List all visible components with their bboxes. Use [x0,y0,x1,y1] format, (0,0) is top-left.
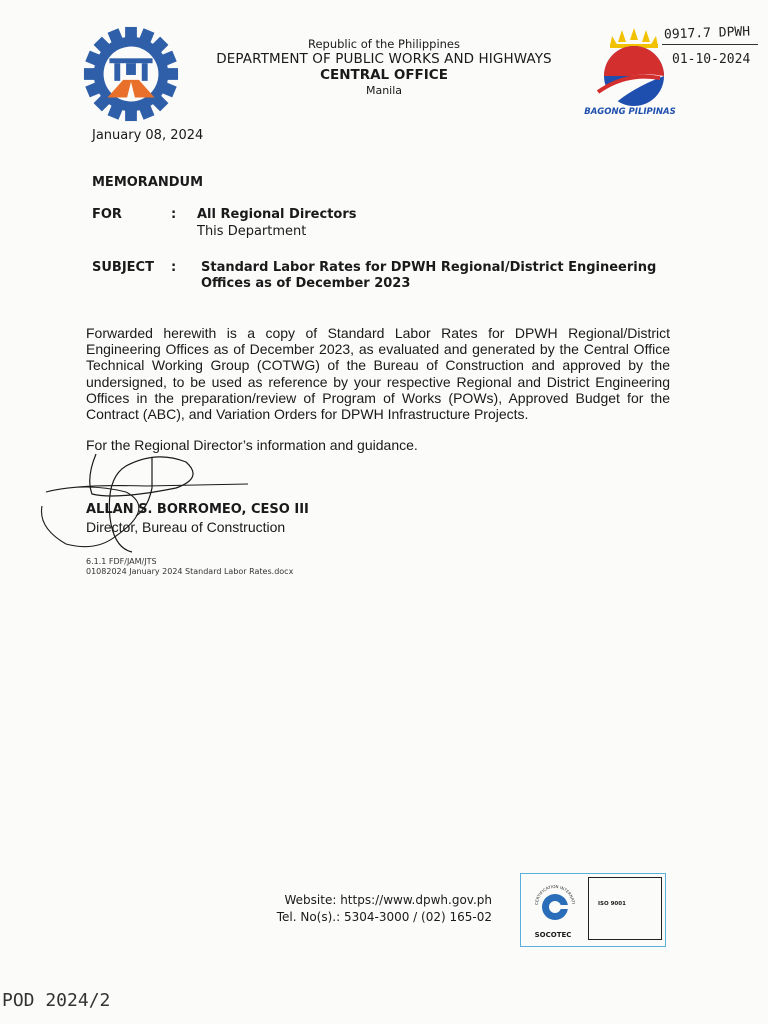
department-name: DEPARTMENT OF PUBLIC WORKS AND HIGHWAYS [216,51,552,67]
republic-line: Republic of the Philippines [307,37,461,51]
socotec-logo-icon [530,877,580,929]
certification-ring-textpath: CERTIFICATION INTERNATI [533,883,576,906]
subject-text: Standard Labor Rates for DPWH Regional/District Engineering Offices as of December 2023 [201,260,657,291]
memo-date: January 08, 2024 [92,128,204,143]
handwritten-footer-note: POD 2024/2 [2,990,111,1011]
iso-box [588,877,662,940]
memo-title: MEMORANDUM [92,175,204,190]
website-line: Website: https://www.dpwh.gov.ph [284,893,492,907]
recipient-department: This Department [197,224,307,239]
bagong-pilipinas-label: BAGONG PILIPINAS [584,107,676,117]
subject-colon: : [171,260,177,275]
recipient: All Regional Directors [197,207,357,222]
iso-label: ISO 9001 [598,901,626,907]
for-colon: : [171,207,177,222]
signatory-title: Director, Bureau of Construction [86,519,286,535]
handwritten-received-date: 01-10-2024 [672,52,751,67]
reference-code: 6.1.1 FDF/JAM/JTS [86,557,157,566]
reference-filename: 01082024 January 2024 Standard Labor Rates.docx [86,567,294,576]
office-name: CENTRAL OFFICE [320,67,448,83]
control-underline [662,44,758,45]
telephone-line: Tel. No(s).: 5304-3000 / (02) 165-02 [276,910,492,924]
memo-closing: For the Regional Director’s information and guidance. [86,437,418,453]
subject-label: SUBJECT [92,260,154,275]
certifier-name: SOCOTEC [534,931,572,939]
memo-body: Forwarded herewith is a copy of Standard Labor Rates for DPWH Regional/District Engineering Offices as of December 2023, as evaluated and generated by the Central Office Technical Working Group (COTWG) of the Bureau of Construction and approved by the undersigned, to be used as reference by your respective Regional and District Engineering Offices in the preparation/review of Program of Works (POWs), Approved Budget for the Contract (ABC), and Variation Orders for DPWH Infrastructure Projects. [86,325,670,423]
signatory-name: ALLAN S. BORROMEO, CESO III [86,502,309,517]
handwritten-control-number: 0917.7 DPWH [663,24,751,43]
city-name: Manila [365,84,403,97]
for-label: FOR [92,207,122,222]
